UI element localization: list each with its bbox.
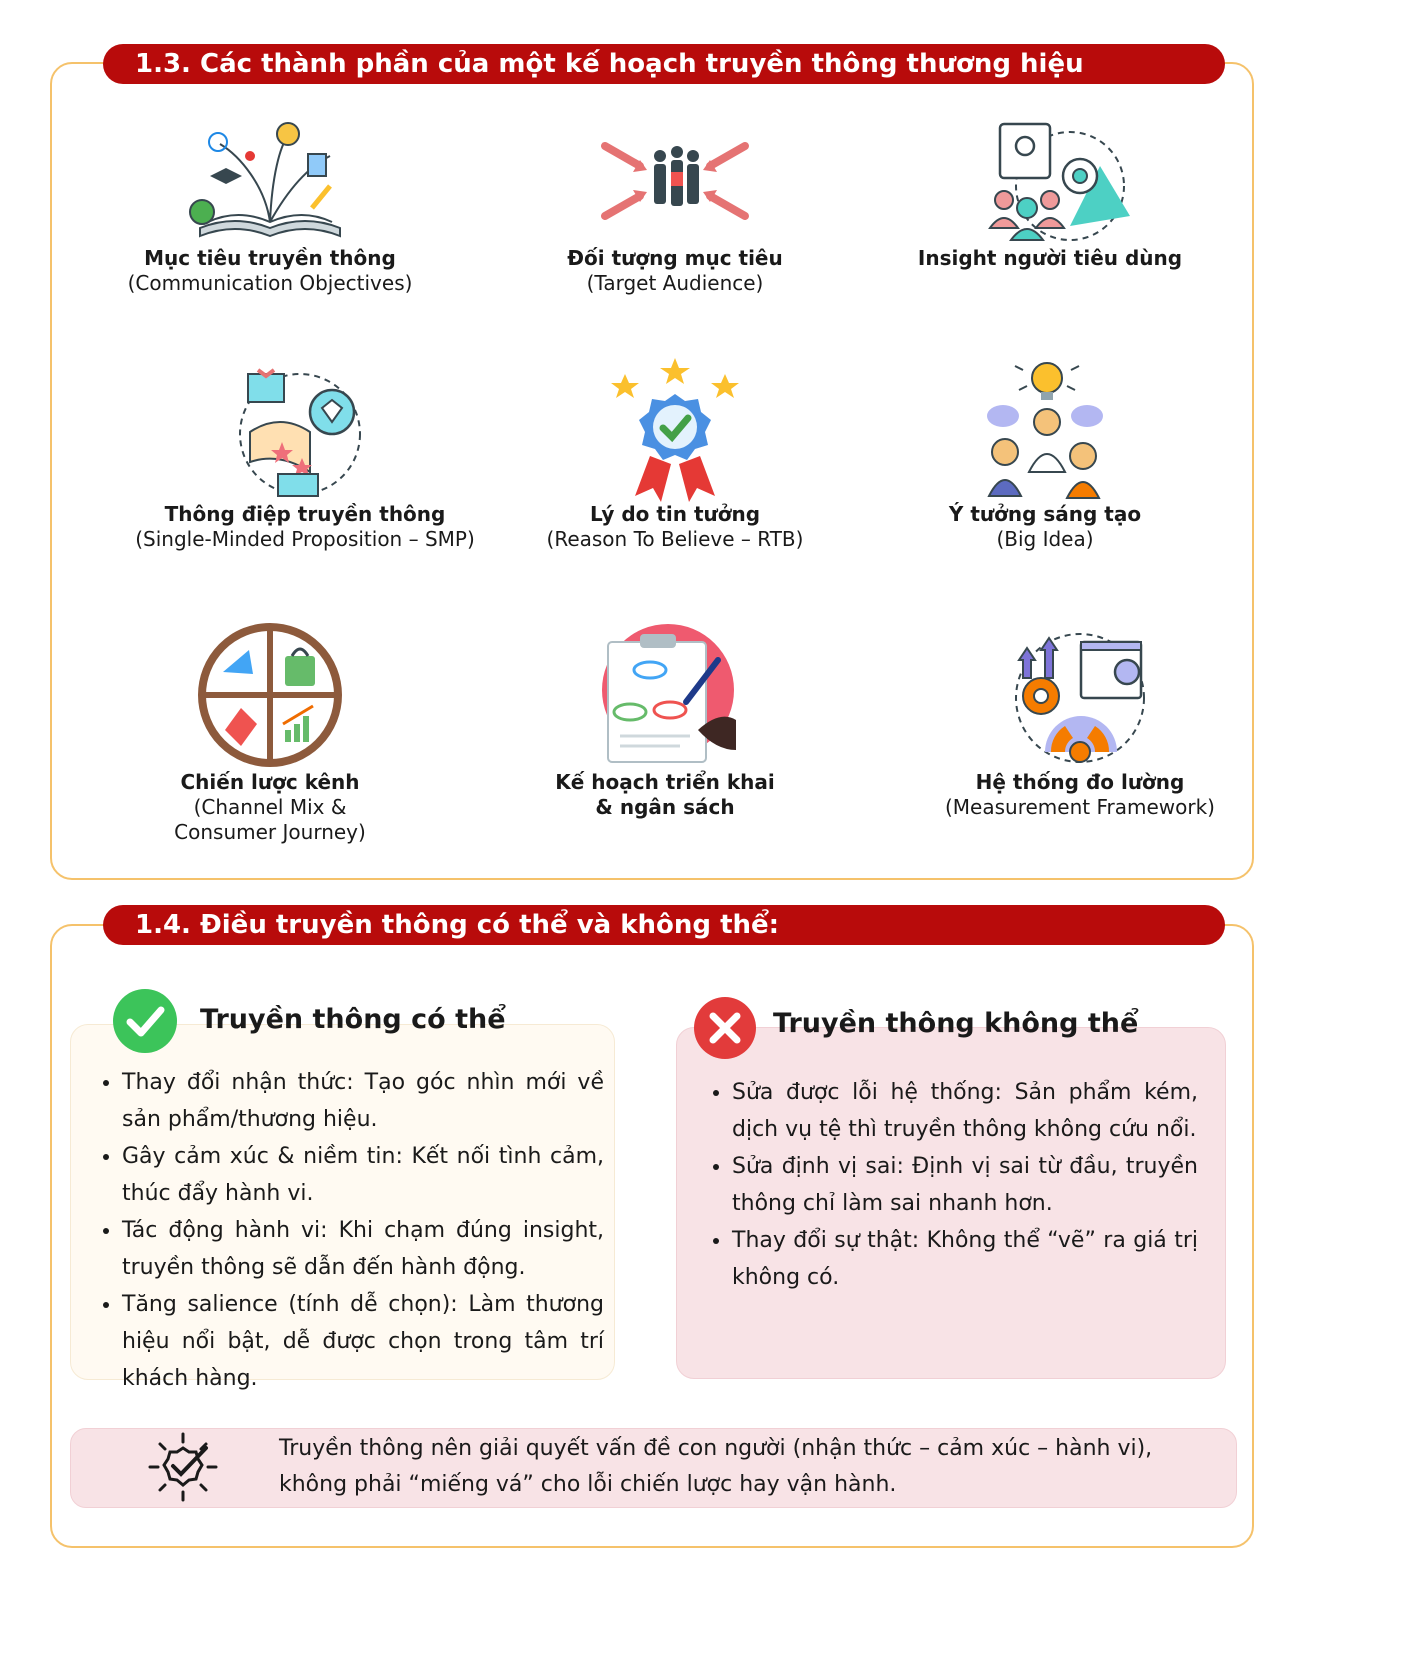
measurement-gauge-icon (1005, 620, 1155, 770)
item-subtitle: (Communication Objectives) (127, 271, 413, 295)
component-smp (110, 362, 500, 552)
x-circle-icon (693, 996, 757, 1060)
cannot-title: Truyền thông không thể (773, 1008, 1139, 1039)
item-title: Mục tiêu truyền thông (144, 246, 396, 270)
item-title: Hệ thống đo lường (975, 770, 1185, 794)
clipboard-plan-icon (590, 620, 740, 770)
people-lightbulb-icon (975, 356, 1115, 502)
item-title: Đối tượng mục tiêu (567, 246, 783, 270)
item-subtitle: (Channel Mix & (193, 795, 347, 819)
item-title: Ý tưởng sáng tạo (948, 502, 1142, 526)
section-13-header: 1.3. Các thành phần của một kế hoạch truyền thông thương hiệu (103, 44, 1225, 84)
component-consumer-insight (900, 116, 1200, 271)
list-item: • Thay đổi sự thật: Không thể “vẽ” ra giá trị không có. (732, 1222, 1198, 1296)
item-title: Chiến lược kênh (180, 770, 360, 794)
component-measurement (915, 620, 1245, 820)
item-subtitle: (Measurement Framework) (945, 795, 1215, 819)
item-subtitle: (Single-Minded Proposition – SMP) (135, 527, 475, 551)
list-item: • Tăng salience (tính dễ chọn): Làm thương hiệu nổi bật, dễ được chọn trong tâm trí khách hàng. (122, 1286, 604, 1397)
item-subtitle: (Target Audience) (586, 271, 764, 295)
list-item: • Sửa định vị sai: Định vị sai từ đầu, truyền thông chỉ làm sai nhanh hơn. (732, 1148, 1198, 1222)
item-title: Thông điệp truyền thông (164, 502, 446, 526)
section-14-header: 1.4. Điều truyền thông có thể và không thể: (103, 905, 1225, 945)
note-line-1: Truyền thông nên giải quyết vấn đề con người (nhận thức – cảm xúc – hành vi), (279, 1436, 1153, 1461)
item-subtitle: (Big Idea) (996, 527, 1094, 551)
award-badge-stars-icon (605, 356, 745, 502)
component-big-idea (895, 356, 1195, 552)
check-badge-icon (148, 1432, 218, 1502)
component-plan-budget (515, 620, 815, 820)
component-rtb (525, 356, 825, 552)
item-title: Lý do tin tưởng (589, 502, 761, 526)
item-title: Kế hoạch triển khai (555, 770, 775, 794)
target-audience-icon (585, 116, 765, 246)
item-title: Insight người tiêu dùng (917, 246, 1183, 270)
component-communication-objectives (110, 116, 430, 296)
list-item: • Thay đổi nhận thức: Tạo góc nhìn mới về sản phẩm/thương hiệu. (122, 1064, 604, 1138)
item-subtitle: (Reason To Believe – RTB) (546, 527, 804, 551)
check-circle-icon (112, 988, 178, 1054)
can-list (96, 1064, 604, 1397)
cannot-list (706, 1074, 1198, 1296)
open-book-ideas-icon (180, 116, 360, 246)
item-title-line2: & ngân sách (595, 795, 735, 819)
list-item: • Sửa được lỗi hệ thống: Sản phẩm kém, dịch vụ tệ thì truyền thông không cứu nổi. (732, 1074, 1198, 1148)
item-subtitle-line2: Consumer Journey) (174, 820, 366, 844)
list-item: • Tác động hành vi: Khi chạm đúng insight, truyền thông sẽ dẫn đến hành động. (122, 1212, 604, 1286)
hand-gifts-diamond-icon (230, 362, 380, 502)
component-target-audience (515, 116, 835, 296)
consumer-insight-icon (960, 116, 1140, 246)
can-title: Truyền thông có thể (200, 1004, 506, 1035)
channel-mix-wheel-icon (195, 620, 345, 770)
list-item: • Gây cảm xúc & niềm tin: Kết nối tình cảm, thúc đẩy hành vi. (122, 1138, 604, 1212)
component-channel-mix (120, 620, 420, 845)
note-line-2: không phải “miếng vá” cho lỗi chiến lược hay vận hành. (279, 1472, 897, 1497)
